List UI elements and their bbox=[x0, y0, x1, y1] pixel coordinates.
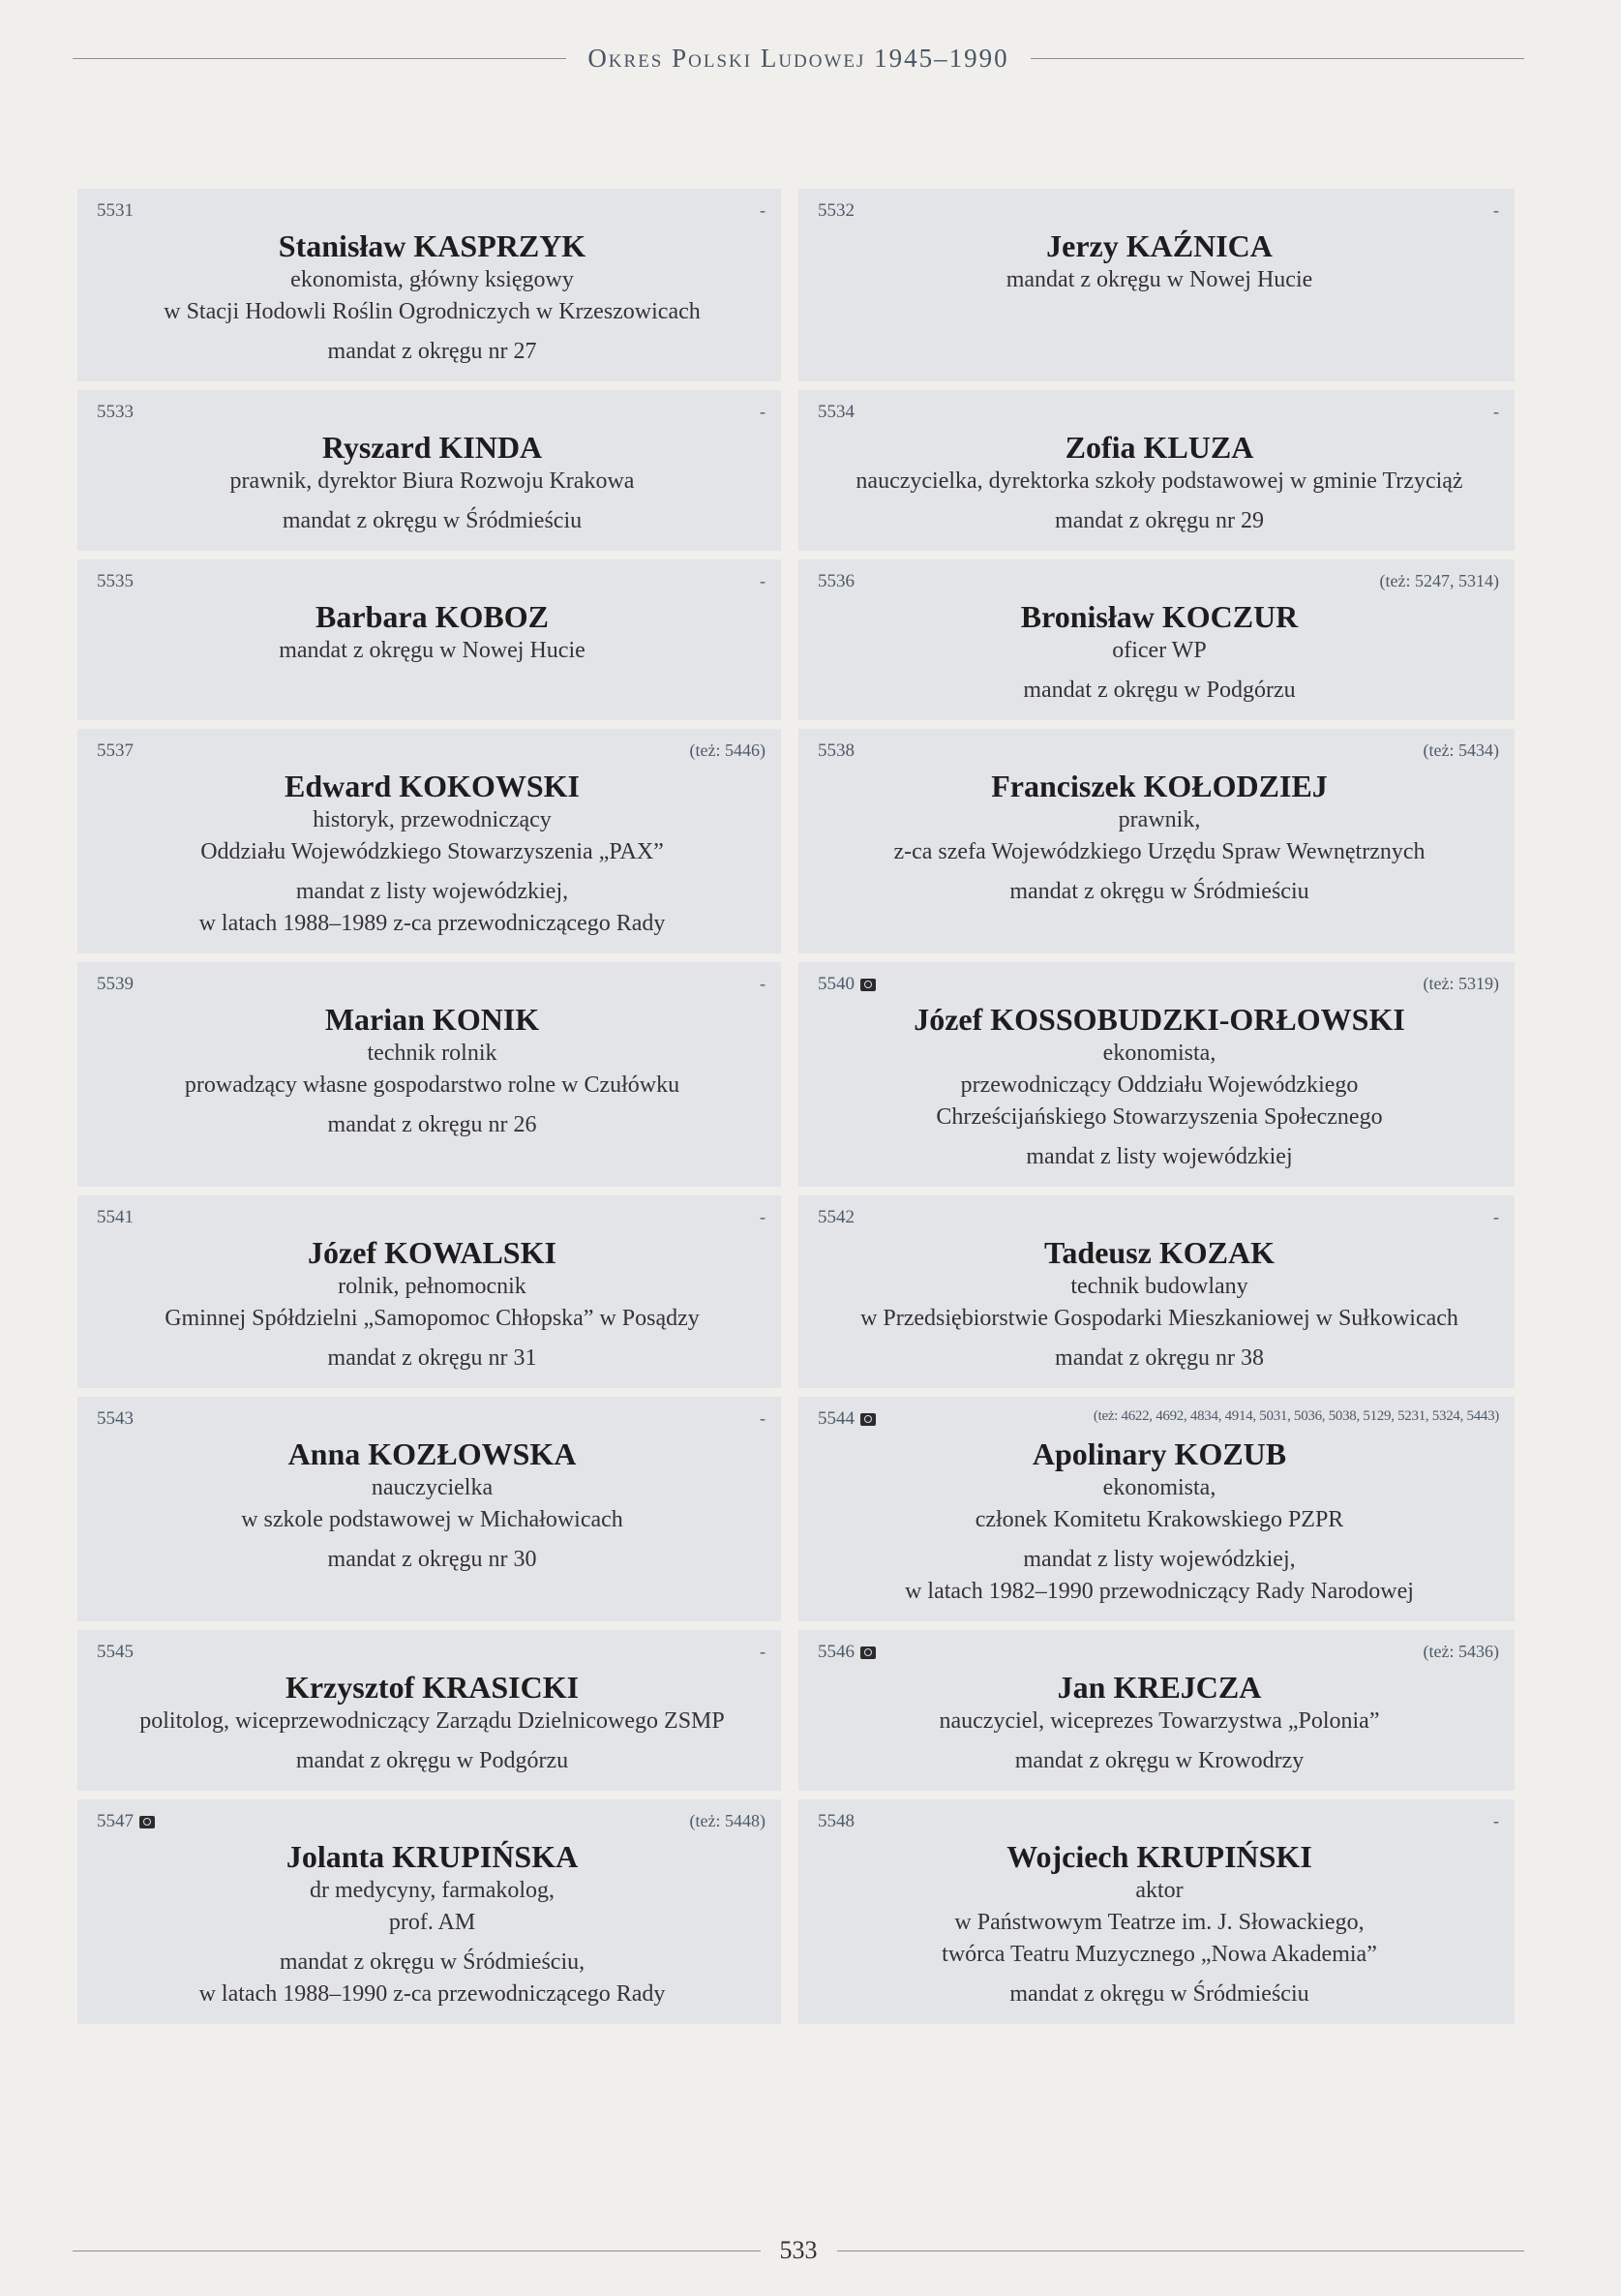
entry-cross-reference: (też: 5319) bbox=[1423, 974, 1499, 993]
header-rule-right bbox=[1031, 58, 1524, 59]
entry-card bbox=[798, 1195, 1515, 1388]
entry-cross-reference: - bbox=[760, 1207, 765, 1226]
entry-number bbox=[818, 200, 855, 222]
entry-number-text: 5538 bbox=[818, 740, 855, 761]
entry-name: Wojciech KRUPIŃSKI bbox=[1006, 1839, 1312, 1874]
entry-number-text: 5537 bbox=[97, 740, 134, 761]
entry-card bbox=[798, 1799, 1515, 2024]
entry-number bbox=[97, 402, 134, 423]
entry-mandate-line: w latach 1988–1989 z-ca przewodniczącego Rady bbox=[198, 911, 666, 936]
entry-description-line: politolog, wiceprzewodniczący Zarządu Dzielnicowego ZSMP bbox=[139, 1708, 725, 1734]
entry-cross-reference: (też: 5434) bbox=[1423, 740, 1499, 760]
entry-card bbox=[77, 559, 781, 720]
entry-name: Józef KOSSOBUDZKI-ORŁOWSKI bbox=[914, 1002, 1405, 1037]
entry-number bbox=[818, 1642, 876, 1663]
entry-mandate-line: mandat z listy wojewódzkiej, bbox=[295, 879, 569, 904]
entry-cross-reference: - bbox=[760, 402, 765, 421]
entry-mandate-line: mandat z okręgu nr 38 bbox=[1055, 1345, 1264, 1371]
entry-description-line: członek Komitetu Krakowskiego PZPR bbox=[975, 1507, 1344, 1532]
entry-card bbox=[798, 729, 1515, 953]
entry-name: Ryszard KINDA bbox=[321, 430, 543, 465]
entry-card bbox=[77, 1397, 781, 1621]
entries-grid bbox=[77, 189, 1515, 2033]
entry-description-line: mandat z okręgu w Nowej Hucie bbox=[1006, 267, 1313, 292]
entry-number bbox=[818, 740, 855, 762]
spacer bbox=[97, 1939, 767, 1947]
entry-description-line: prowadzący własne gospodarstwo rolne w Czułówku bbox=[184, 1072, 680, 1098]
entry-description-line: technik rolnik bbox=[367, 1041, 497, 1066]
photo-icon bbox=[860, 1646, 876, 1659]
entry-card bbox=[798, 1397, 1515, 1621]
entry-card bbox=[77, 189, 781, 381]
photo-icon bbox=[860, 979, 876, 991]
entry-name: Krzysztof KRASICKI bbox=[285, 1670, 580, 1705]
entry-card bbox=[77, 1195, 781, 1388]
spacer bbox=[97, 868, 767, 876]
entry-description-line: przewodniczący Oddziału Wojewódzkiego bbox=[960, 1072, 1359, 1098]
entry-number bbox=[97, 1811, 155, 1832]
spacer bbox=[97, 498, 767, 505]
page-number: 533 bbox=[779, 2236, 818, 2264]
entry-mandate-line: mandat z okręgu nr 30 bbox=[327, 1547, 537, 1572]
entry-description-line: ekonomista, główny księgowy bbox=[290, 267, 574, 292]
entry-description-line: Gminnej Spółdzielni „Samopomoc Chłopska” w Posądzy bbox=[165, 1306, 700, 1331]
entry-number-text: 5543 bbox=[97, 1408, 134, 1429]
entry-mandate-line: w latach 1988–1990 z-ca przewodniczącego Rady bbox=[198, 1981, 666, 2007]
spacer bbox=[97, 1737, 767, 1745]
entry-description-line: w Państwowym Teatrze im. J. Słowackiego, bbox=[954, 1910, 1365, 1935]
entry-number-text: 5534 bbox=[818, 402, 855, 422]
entry-number-text: 5546 bbox=[818, 1642, 855, 1662]
entry-card bbox=[77, 1799, 781, 2024]
entry-mandate-line: mandat z listy wojewódzkiej, bbox=[1023, 1547, 1296, 1572]
entry-mandate-line: mandat z okręgu w Śródmieściu bbox=[1009, 1981, 1309, 2007]
entry-description-line: rolnik, pełnomocnik bbox=[338, 1274, 526, 1299]
page-footer bbox=[73, 2236, 1524, 2265]
entry-name: Edward KOKOWSKI bbox=[285, 769, 580, 803]
entry-name: Marian KONIK bbox=[324, 1002, 540, 1037]
entry-number bbox=[818, 1207, 855, 1228]
entry-number bbox=[97, 1207, 134, 1228]
entry-description-line: w Przedsiębiorstwie Gospodarki Mieszkaniowej w Sułkowicach bbox=[860, 1306, 1458, 1331]
entry-cross-reference: - bbox=[760, 1408, 765, 1428]
entry-description-line: prawnik, dyrektor Biura Rozwoju Krakowa bbox=[229, 468, 635, 494]
entry-description-line: aktor bbox=[1135, 1878, 1184, 1903]
entry-number bbox=[97, 1642, 134, 1663]
entry-number-text: 5532 bbox=[818, 200, 855, 221]
entry-mandate-line: mandat z okręgu w Śródmieściu bbox=[1009, 879, 1309, 904]
entry-cross-reference: (też: 5436) bbox=[1423, 1642, 1499, 1661]
entry-name: Franciszek KOŁODZIEJ bbox=[991, 769, 1328, 803]
spacer bbox=[818, 868, 1501, 876]
entry-number-text: 5531 bbox=[97, 200, 134, 221]
entry-description-line: twórca Teatru Muzycznego „Nowa Akademia” bbox=[942, 1942, 1377, 1967]
spacer bbox=[818, 1737, 1501, 1745]
entry-number bbox=[97, 571, 134, 592]
entry-description-line: oficer WP bbox=[1112, 638, 1207, 663]
entry-description-line: mandat z okręgu w Nowej Hucie bbox=[279, 638, 585, 663]
spacer bbox=[97, 1335, 767, 1343]
entry-number bbox=[818, 571, 855, 592]
entry-description-line: w szkole podstawowej w Michałowicach bbox=[241, 1507, 623, 1532]
entry-name: Apolinary KOZUB bbox=[1032, 1436, 1287, 1471]
entry-description-line: nauczycielka bbox=[371, 1475, 494, 1500]
entry-mandate-line: mandat z okręgu nr 26 bbox=[327, 1112, 537, 1137]
entry-cross-reference: - bbox=[1493, 200, 1499, 220]
entry-cross-reference: - bbox=[1493, 402, 1499, 421]
entry-number-text: 5536 bbox=[818, 571, 855, 591]
header-rule-left bbox=[73, 58, 566, 59]
entry-description-line: prawnik, bbox=[1118, 807, 1201, 832]
spacer bbox=[818, 1133, 1501, 1141]
entry-mandate-line: w latach 1982–1990 przewodniczący Rady Narodowej bbox=[905, 1579, 1414, 1604]
entry-cross-reference: (też: 5247, 5314) bbox=[1379, 571, 1499, 590]
entry-number-text: 5544 bbox=[818, 1408, 855, 1429]
entry-description-line: nauczycielka, dyrektorka szkoły podstawowej w gminie Trzyciąż bbox=[856, 468, 1463, 494]
entry-card bbox=[77, 962, 781, 1187]
running-title: Okres Polski Ludowej 1945–1990 bbox=[587, 43, 1009, 73]
entry-number bbox=[818, 1408, 876, 1430]
spacer bbox=[818, 1536, 1501, 1544]
entry-name: Stanisław KASPRZYK bbox=[278, 228, 586, 263]
entry-cross-reference: - bbox=[1493, 1207, 1499, 1226]
entry-cross-reference: (też: 5446) bbox=[689, 740, 765, 760]
spacer bbox=[818, 498, 1501, 505]
spacer bbox=[818, 667, 1501, 675]
entry-description-line: prof. AM bbox=[388, 1910, 476, 1935]
entry-description-line: historyk, przewodniczący bbox=[313, 807, 552, 832]
entry-mandate-line: mandat z listy wojewódzkiej bbox=[1026, 1144, 1293, 1169]
entry-number bbox=[818, 1811, 855, 1832]
entry-number bbox=[818, 402, 855, 423]
entry-number bbox=[818, 974, 876, 995]
running-header bbox=[73, 39, 1524, 77]
entry-cross-reference: (też: 4622, 4692, 4834, 4914, 5031, 5036, 5038, 5129, 5231, 5324, 5443) bbox=[1093, 1408, 1499, 1424]
spacer bbox=[97, 328, 767, 336]
entry-number-text: 5535 bbox=[97, 571, 134, 591]
entry-name: Anna KOZŁOWSKA bbox=[287, 1436, 577, 1471]
spacer bbox=[818, 1335, 1501, 1343]
entry-description-line: technik budowlany bbox=[1070, 1274, 1248, 1299]
entry-number-text: 5541 bbox=[97, 1207, 134, 1227]
entry-name: Jan KREJCZA bbox=[1057, 1670, 1262, 1705]
entry-description-line: dr medycyny, farmakolog, bbox=[309, 1878, 555, 1903]
entry-card bbox=[798, 962, 1515, 1187]
entry-name: Zofia KLUZA bbox=[1065, 430, 1254, 465]
entry-cross-reference: - bbox=[760, 1642, 765, 1661]
entry-cross-reference: - bbox=[760, 571, 765, 590]
entry-card bbox=[798, 1630, 1515, 1791]
entry-number-text: 5539 bbox=[97, 974, 134, 994]
entry-description-line: Oddziału Wojewódzkiego Stowarzyszenia „PAX” bbox=[200, 839, 664, 864]
spacer bbox=[97, 1102, 767, 1109]
spacer bbox=[97, 1536, 767, 1544]
entry-cross-reference: - bbox=[760, 974, 765, 993]
entry-card bbox=[798, 390, 1515, 551]
entry-card bbox=[77, 1630, 781, 1791]
entry-mandate-line: mandat z okręgu nr 31 bbox=[327, 1345, 537, 1371]
entry-description-line: nauczyciel, wiceprezes Towarzystwa „Polonia” bbox=[939, 1708, 1380, 1734]
entry-cross-reference: (też: 5448) bbox=[689, 1811, 765, 1830]
entry-mandate-line: mandat z okręgu w Krowodrzy bbox=[1014, 1748, 1305, 1773]
entry-number bbox=[97, 1408, 134, 1430]
entry-number bbox=[97, 740, 134, 762]
entry-cross-reference: - bbox=[1493, 1811, 1499, 1830]
entry-cross-reference: - bbox=[760, 200, 765, 220]
entry-number-text: 5540 bbox=[818, 974, 855, 994]
entry-description-line: Chrześcijańskiego Stowarzyszenia Społecznego bbox=[936, 1104, 1383, 1130]
entry-number bbox=[97, 974, 134, 995]
entry-name: Barbara KOBOZ bbox=[315, 599, 549, 634]
entry-card bbox=[77, 390, 781, 551]
entry-description-line: ekonomista, bbox=[1102, 1475, 1216, 1500]
entry-number-text: 5547 bbox=[97, 1811, 134, 1831]
entry-name: Bronisław KOCZUR bbox=[1020, 599, 1299, 634]
entry-name: Jerzy KAŹNICA bbox=[1046, 228, 1273, 263]
entry-name: Tadeusz KOZAK bbox=[1044, 1235, 1275, 1270]
entry-card bbox=[77, 729, 781, 953]
entry-number-text: 5542 bbox=[818, 1207, 855, 1227]
entry-mandate-line: mandat z okręgu nr 27 bbox=[327, 339, 537, 364]
photo-icon bbox=[139, 1816, 155, 1828]
entry-card bbox=[798, 559, 1515, 720]
entry-mandate-line: mandat z okręgu w Podgórzu bbox=[1023, 678, 1296, 703]
entry-description-line: z-ca szefa Wojewódzkiego Urzędu Spraw Wewnętrznych bbox=[893, 839, 1426, 864]
entry-number-text: 5533 bbox=[97, 402, 134, 422]
entry-number-text: 5545 bbox=[97, 1642, 134, 1662]
entry-description-line: ekonomista, bbox=[1102, 1041, 1216, 1066]
photo-icon bbox=[860, 1413, 876, 1426]
entry-card bbox=[798, 189, 1515, 381]
entry-number bbox=[97, 200, 134, 222]
entry-description-line: w Stacji Hodowli Roślin Ogrodniczych w Krzeszowicach bbox=[164, 299, 701, 324]
entry-mandate-line: mandat z okręgu w Śródmieściu bbox=[282, 508, 583, 533]
entry-mandate-line: mandat z okręgu w Podgórzu bbox=[295, 1748, 569, 1773]
entry-mandate-line: mandat z okręgu w Śródmieściu, bbox=[279, 1949, 585, 1975]
entry-mandate-line: mandat z okręgu nr 29 bbox=[1055, 508, 1264, 533]
entry-name: Józef KOWALSKI bbox=[308, 1235, 556, 1270]
spacer bbox=[818, 1971, 1501, 1979]
entry-number-text: 5548 bbox=[818, 1811, 855, 1831]
entry-name: Jolanta KRUPIŃSKA bbox=[285, 1839, 579, 1874]
